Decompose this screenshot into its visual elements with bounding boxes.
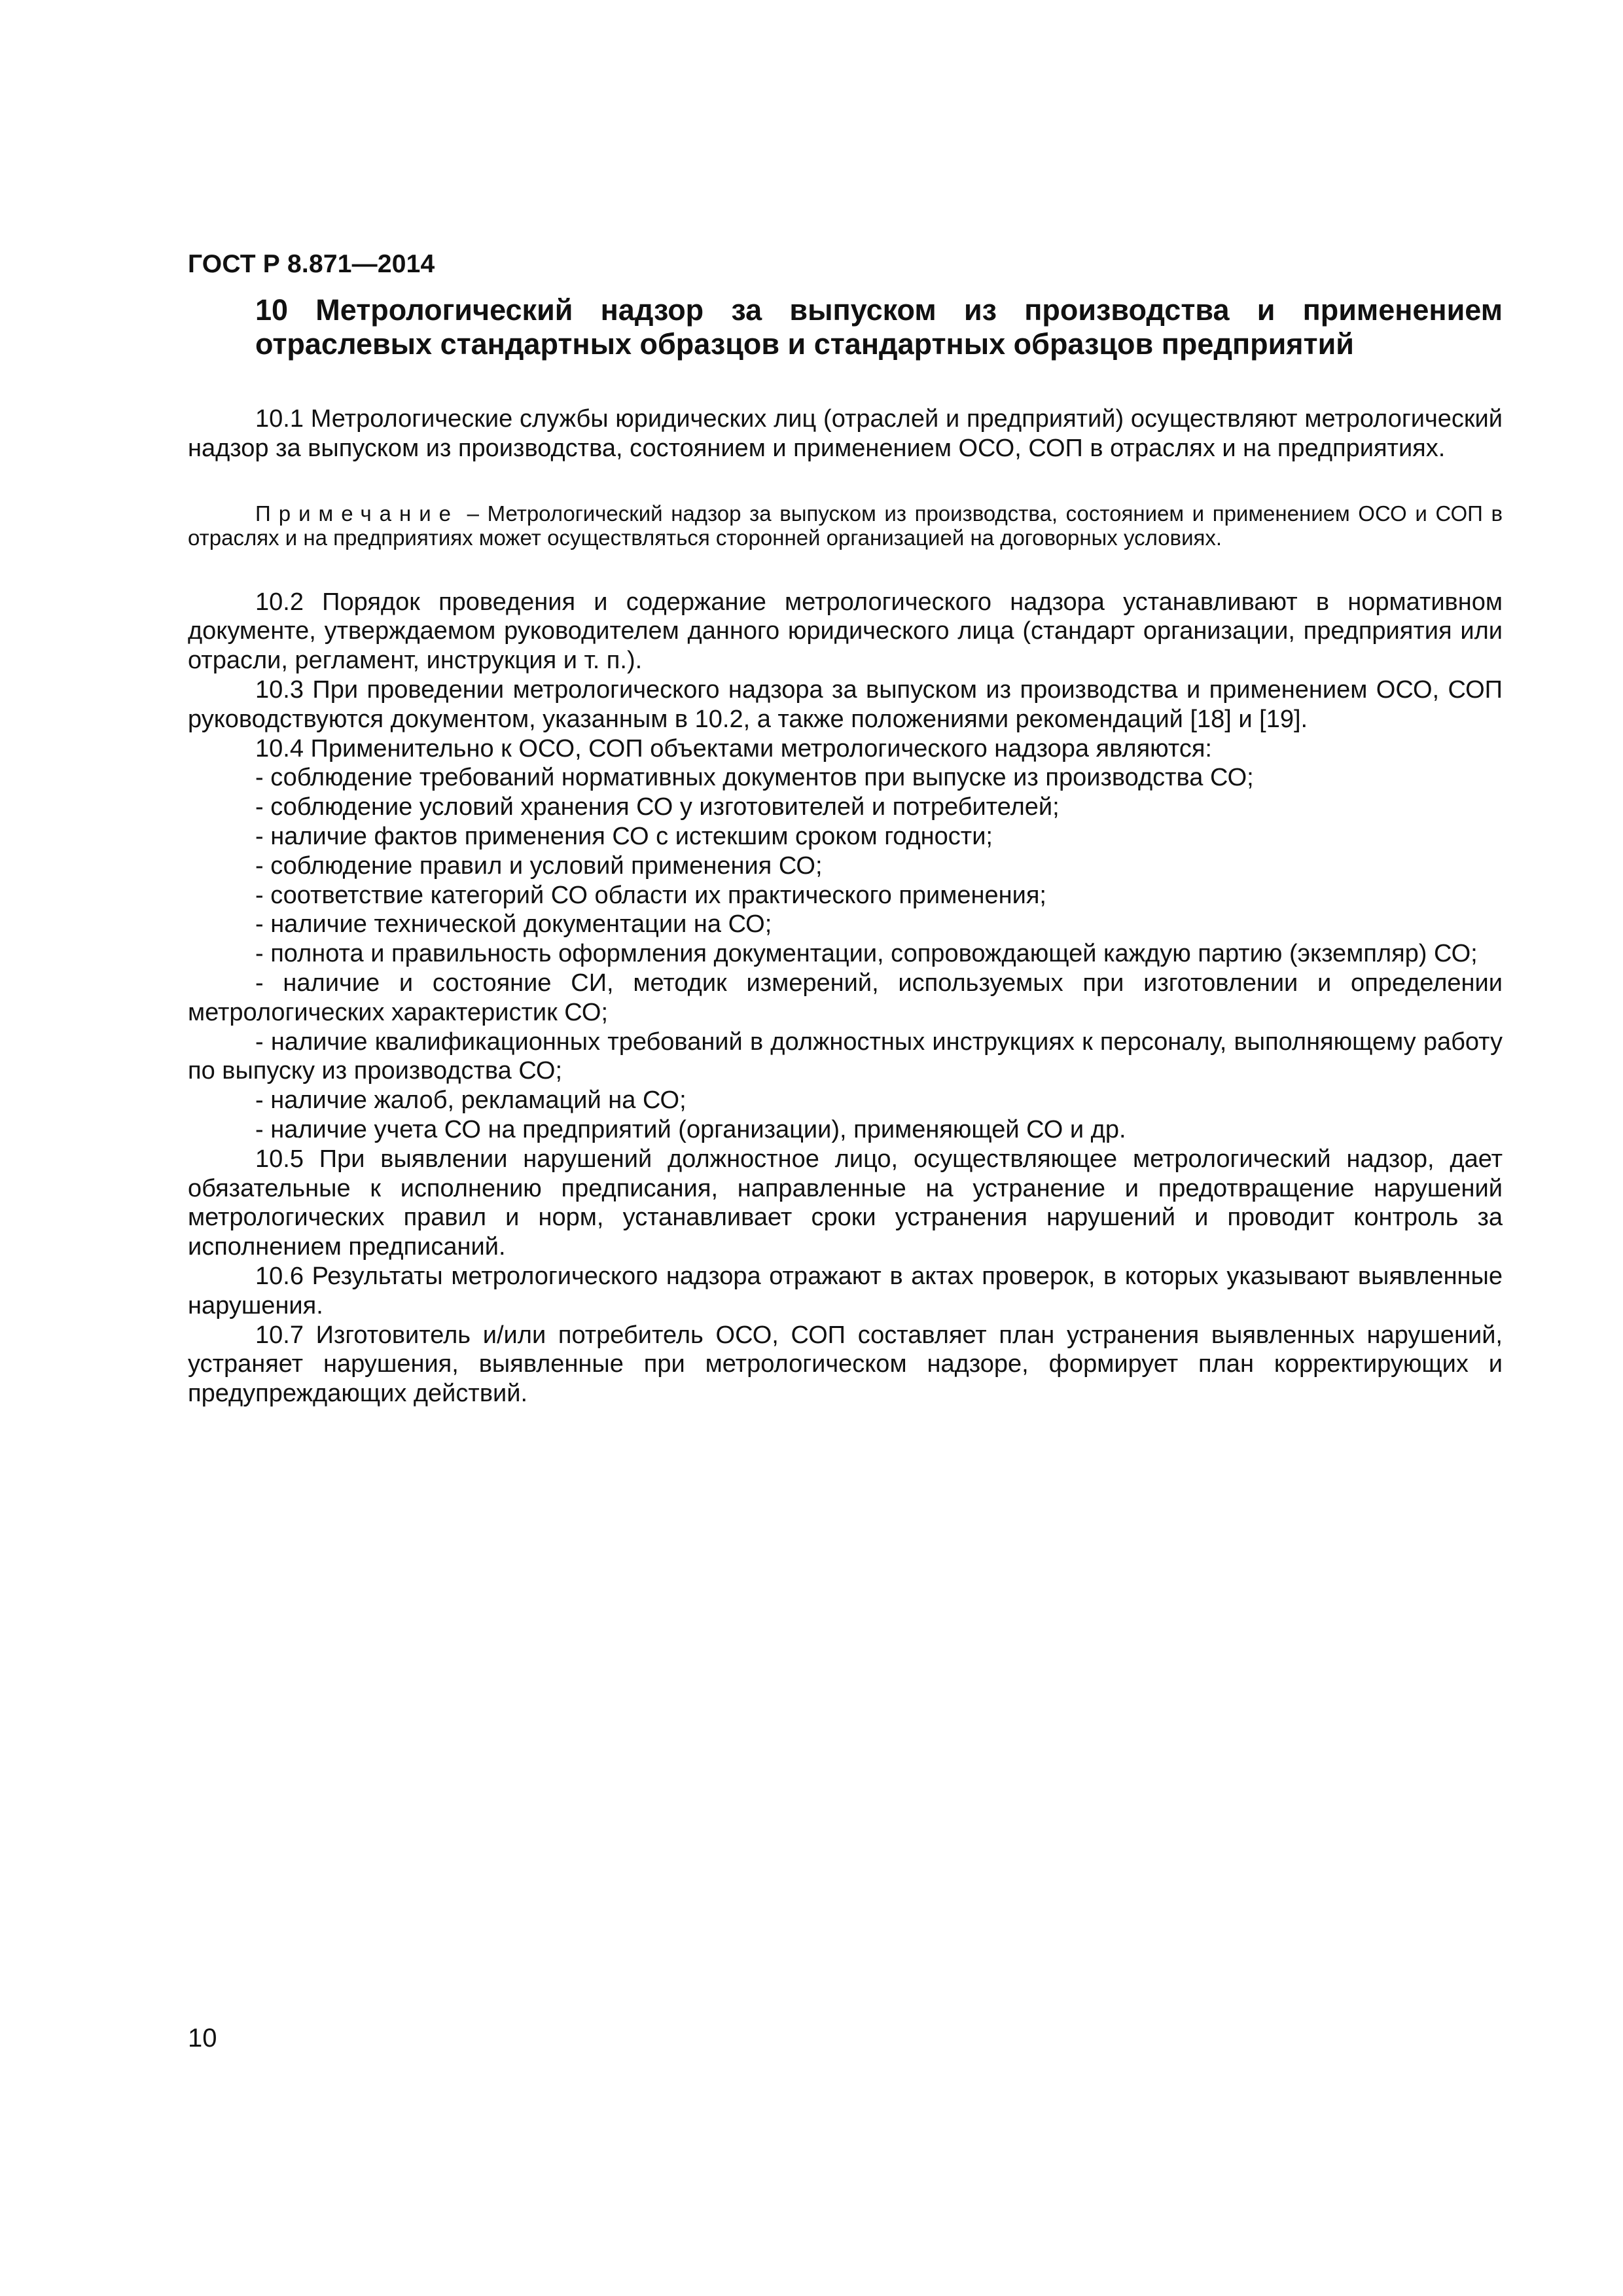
paragraph-10-1: 10.1 Метрологические службы юридических лиц (отраслей и предприятий) осуществляют метрологический надзор за выпуском из производства, состоянием и применением ОСО, СОП в отраслях и на предприятиях. (188, 405, 1503, 462)
list-item: - соответствие категорий СО области их практического применения; (255, 881, 1046, 909)
paragraph-10-4: 10.4 Применительно к ОСО, СОП объектами метрологического надзора являются: (255, 734, 1212, 762)
paragraph-10-2: 10.2 Порядок проведения и содержание метрологического надзора устанавливают в нормативном документе, утверждаемом руководителем данного юридического лица (стандарт организации, предприятия или отрасли, регламент, инструкция и т. п.). (188, 588, 1503, 675)
section-heading: 10 Метрологический надзор за выпуском из производства и применением отраслевых стандартных образцов и стандартных образцов предприятий (255, 293, 1503, 361)
list-item: - соблюдение требований нормативных документов при выпуске из производства СО; (255, 764, 1254, 792)
list-item: - соблюдение правил и условий применения СО; (255, 852, 823, 880)
paragraph-10-6: 10.6 Результаты метрологического надзора отражают в актах проверок, в которых указывают выявленные нарушения. (188, 1262, 1503, 1319)
list-item: - соблюдение условий хранения СО у изготовителей и потребителей; (255, 793, 1060, 821)
list-item: - наличие жалоб, рекламаций на СО; (255, 1086, 687, 1115)
document-code-header: ГОСТ Р 8.871—2014 (188, 250, 435, 278)
list-item: - наличие учета СО на предприятий (организации), применяющей СО и др. (255, 1115, 1126, 1143)
paragraph-10-3: 10.3 При проведении метрологического надзора за выпуском из производства и применением ОСО, СОП руководствуются документом, указанным в 10.2, а также положениями рекомендаций [18] и [19]. (188, 675, 1503, 733)
document-body (188, 293, 1503, 1408)
list-item: - наличие фактов применения СО с истекшим сроком годности; (255, 822, 993, 850)
list-item: - наличие и состояние СИ, методик измерений, используемых при изготовлении и определении метрологических характеристик СО; (188, 969, 1503, 1026)
list-item: - полнота и правильность оформления документации, сопровождающей каждую партию (экземпляр) СО; (255, 940, 1478, 968)
paragraph-10-5: 10.5 При выявлении нарушений должностное лицо, осуществляющее метрологический надзор, дает обязательные к исполнению предписания, направленные на устранение и предотвращение нарушений метрологических правил и норм, устанавливает сроки устранения нарушений и проводит контроль за исполнением предписаний. (188, 1145, 1503, 1261)
note-text: – Метрологический надзор за выпуском из производства, состоянием и применением ОСО и СОП в отраслях и на предприятиях может осуществляться сторонней организацией на договорных условиях. (188, 501, 1503, 550)
note-label: Примечание (255, 501, 459, 526)
supervision-objects-list (188, 763, 1503, 1144)
list-item: - наличие квалификационных требований в должностных инструкциях к персоналу, выполняющему работу по выпуску из производства СО; (188, 1028, 1503, 1085)
page-number: 10 (188, 2024, 217, 2053)
paragraph-10-7: 10.7 Изготовитель и/или потребитель ОСО, СОП составляет план устранения выявленных нарушений, устраняет нарушения, выявленные при метрологическом надзоре, формирует план корректирующих и предупреждающих действий. (188, 1321, 1503, 1408)
note-block (188, 501, 1503, 550)
list-item: - наличие технической документации на СО; (255, 910, 772, 939)
